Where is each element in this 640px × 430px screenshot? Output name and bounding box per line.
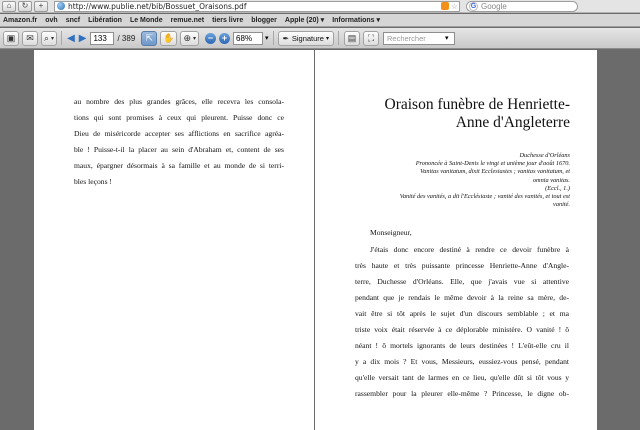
text-line: terre, Duchesse d'Orléans. Elle, que j'avais vue si attentive <box>355 277 569 286</box>
zoom-field[interactable]: 68% <box>233 32 263 45</box>
pdf-page-right <box>315 50 597 430</box>
hand-icon: ✋ <box>163 32 175 43</box>
text-line: maux, épargner désormais à sa famille et au monde de si terri- <box>74 161 284 170</box>
text-line: néant ! ô mortels ignorants de leurs destinées ! L'eût-elle cru il <box>355 341 569 350</box>
toolbar-divider <box>273 31 274 45</box>
previous-page-icon[interactable]: ◀ <box>67 32 75 44</box>
web-search-input[interactable] <box>466 1 578 12</box>
page-body-text <box>355 242 569 402</box>
bookmark-item[interactable]: tiers livre <box>212 16 244 24</box>
email-button[interactable] <box>22 31 38 46</box>
hand-tool-button[interactable] <box>160 31 177 46</box>
toolbar-divider <box>338 31 339 45</box>
search-icon: ⌕ <box>44 32 50 43</box>
signature-button[interactable] <box>278 31 334 46</box>
globe-icon <box>57 2 65 10</box>
zoom-out-icon[interactable]: − <box>205 33 216 44</box>
page-number-input[interactable]: 133 <box>90 32 114 45</box>
zoom-dropdown-icon[interactable]: ▾ <box>265 35 269 42</box>
bookmark-folder[interactable]: Apple (20) ▾ <box>284 17 325 24</box>
browser-url-bar <box>0 0 640 13</box>
pdf-page-left <box>34 50 314 430</box>
epigraph-line: Vanité des vanités, a dit l'Ecclésiaste ; vanité des vanités, et tout est <box>399 193 570 201</box>
text-line: Dieu de miséricorde accepter ses afflictions en sacrifice agréa- <box>74 129 284 138</box>
text-line: qu'elle versait tant de larmes en ce lieu, qu'elle dût si tôt vous y <box>355 373 569 382</box>
bookmark-star-icon[interactable]: ☆ <box>450 1 458 11</box>
home-icon: ⌂ <box>6 1 12 10</box>
save-button[interactable] <box>3 31 19 46</box>
toolbar-divider <box>61 31 62 45</box>
search-options-icon[interactable]: ▾ <box>444 35 449 42</box>
epigraph-line: vanité. <box>553 201 570 209</box>
print-button[interactable] <box>344 31 360 46</box>
epigraph-line: omnia vanitas. <box>532 176 570 184</box>
zoom-tool-button[interactable] <box>180 31 199 46</box>
bookmark-item[interactable]: Libération <box>88 16 122 24</box>
text-line: au nombre des plus grandes grâces, elle recevra les consola- <box>74 97 284 106</box>
disk-icon: ▣ <box>6 32 16 43</box>
text-line: très haute et très puissante princesse Henriette-Anne d'Angle- <box>355 261 569 270</box>
signature-label: Signature <box>291 33 324 43</box>
text-line: vait être si tôt après le sujet d'un discours semblable ; et ma <box>355 309 569 318</box>
url-field[interactable] <box>54 1 460 12</box>
reload-button[interactable] <box>18 1 32 12</box>
title-line: Anne d'Angleterre <box>455 114 570 131</box>
home-button[interactable] <box>2 1 16 12</box>
salutation: Monseigneur, <box>370 228 412 237</box>
document-icon: ▤ <box>347 32 357 43</box>
text-line: ble ! Puisse-t-il la placer au sein d'Abraham et, content de ses <box>74 145 284 154</box>
zoom-in-icon[interactable]: + <box>219 33 230 44</box>
chevron-down-icon: ▾ <box>193 35 197 42</box>
chevron-down-icon: ▾ <box>51 35 55 42</box>
cursor-icon: ⇱ <box>145 32 154 43</box>
select-tool-button[interactable] <box>141 31 157 46</box>
pdf-search-input[interactable]: Rechercher <box>383 32 455 45</box>
page-title <box>350 96 570 132</box>
bookmark-item[interactable]: sncf <box>65 16 81 24</box>
page-body-text <box>74 94 284 190</box>
url-text: http://www.publie.net/bib/Bossuet_Oraisons.pdf <box>68 1 247 11</box>
epigraph-line: (Eccl., 1.) <box>545 184 570 192</box>
text-line: tions qui sont promises à ceux qui pleurent. Puisse donc ce <box>74 113 284 122</box>
fullscreen-button[interactable] <box>363 31 379 46</box>
document-viewport[interactable] <box>0 50 640 430</box>
epigraph-line: Vanitas vanitatum, dixit Ecclesiastes ; vanitas vanitatum, et <box>420 168 570 176</box>
text-line: y a dix mois ? Et vous, Messieurs, eussiez-vous pensé, pendant <box>355 357 569 366</box>
fit-page-icon: ⛶ <box>367 32 375 43</box>
text-line: bles leçons ! <box>74 177 112 186</box>
epigraph-line: Prononcée à Saint-Denis le vingt et unième jour d'août 1670. <box>415 160 570 168</box>
plus-icon: + <box>38 1 44 10</box>
rss-icon[interactable] <box>441 2 449 10</box>
reload-icon: ↻ <box>21 1 29 10</box>
text-line: rassembler pour la pleurer elle-même ? Princesse, le digne ob- <box>355 389 569 398</box>
chevron-down-icon: ▾ <box>325 35 329 42</box>
epigraph-line: Duchesse d'Orléans <box>519 152 570 159</box>
search-tool-button[interactable] <box>41 31 57 46</box>
add-bookmark-button[interactable] <box>34 1 48 12</box>
title-line: Oraison funèbre de Henriette- <box>384 96 570 113</box>
bookmark-item[interactable]: ovh <box>45 16 58 24</box>
magnifier-icon: ⊕ <box>183 32 192 43</box>
google-icon: G <box>470 2 477 10</box>
bookmark-item[interactable]: remue.net <box>170 16 205 24</box>
web-search-placeholder: Google <box>481 1 507 11</box>
bookmark-item[interactable]: Amazon.fr <box>3 16 38 24</box>
epigraph <box>340 152 570 209</box>
page-total: / 389 <box>117 33 136 43</box>
text-line: J'étais donc encore destiné à rendre ce devoir funèbre à <box>370 245 569 254</box>
pen-icon: ✒ <box>282 33 289 43</box>
bookmark-folder[interactable]: Informations ▾ <box>332 17 381 24</box>
envelope-icon: ✉ <box>26 32 34 43</box>
bookmark-item[interactable]: blogger <box>251 16 277 24</box>
text-line: pendant que je rendais le même devoir à la reine sa mère, de- <box>355 293 569 302</box>
pdf-toolbar <box>0 28 640 49</box>
text-line: triste voix était réservée à ce déplorable ministère. O vanité ! ô <box>355 325 569 334</box>
bookmark-item[interactable]: Le Monde <box>129 16 163 24</box>
bookmarks-bar <box>0 14 640 27</box>
next-page-icon[interactable]: ▶ <box>78 32 87 44</box>
